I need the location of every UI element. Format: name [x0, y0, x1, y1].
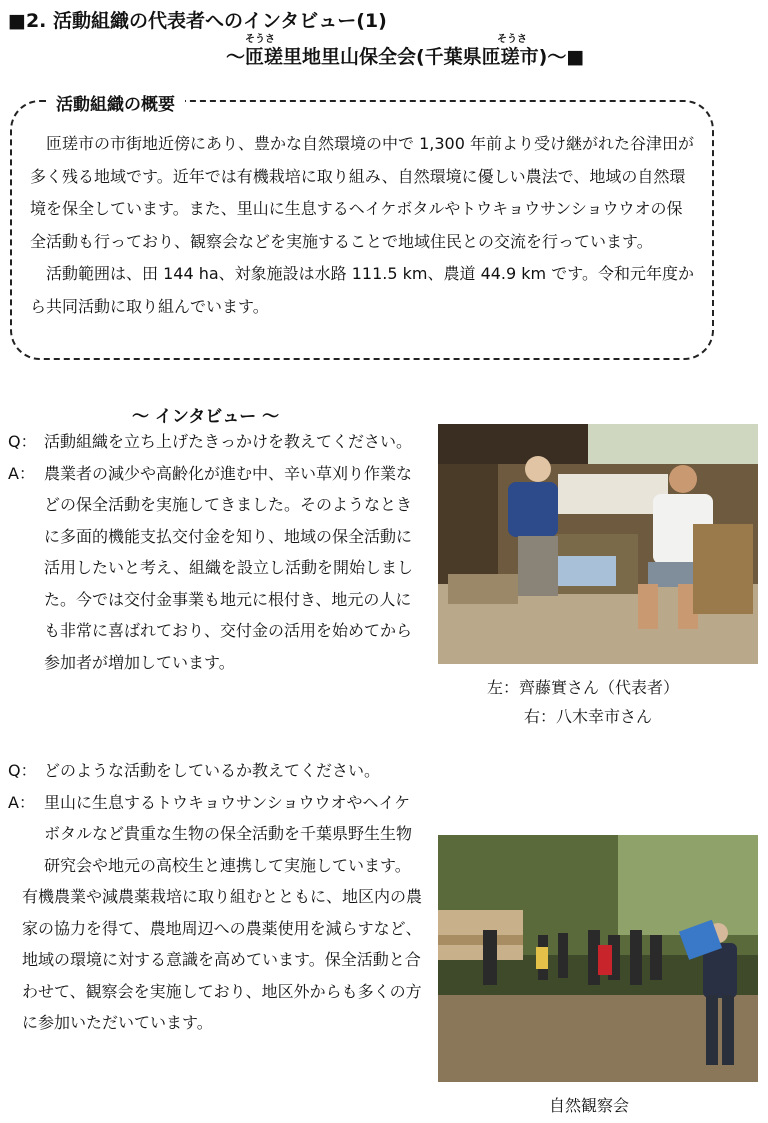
qa-block-1	[8, 426, 426, 678]
answer-text: 里山に生息するトウキョウサンショウウオやヘイケボタルなど貴重な生物の保全活動を千葉県野生生物研究会や地元の高校生と連携して実施しています。	[44, 792, 413, 875]
summary-paragraph-2: 活動範囲は、田 144 ha、対象施設は水路 111.5 km、農道 44.9 km です。令和元年度から共同活動に取り組んでいます。	[30, 264, 694, 316]
answer-2	[8, 787, 426, 882]
interview-photo-caption-right: 右：八木幸市さん	[524, 707, 653, 726]
answer-text: 農業者の減少や高齢化が進む中、辛い草刈り作業などの保全活動を実施してきました。そのようなときに多面的機能支払交付金を知り、地域の保全活動に活用したいと考え、組織を設立し活動を開始しました。今では交付金事業も地元に根付き、地元の人にも非常に喜ばれており、交付金の活用を始めてから参加者が増加しています。	[44, 463, 413, 672]
page-subtitle: ～匝瑳里地里山保全会(千葉県匝瑳市)～■	[226, 46, 585, 68]
question-mark: Q：	[8, 761, 37, 780]
title-ruby-sousa-1: そうさ	[245, 34, 275, 45]
question-mark: Q：	[8, 432, 37, 451]
answer-2-continued: 有機農業や減農薬栽培に取り組むとともに、地区内の農家の協力を得て、農地周辺への農薬使用を減らすなど、地域の環境に対する意識を高めています。保全活動と合わせて、観察会を実施しており、地区外からも多くの方に参加いただいています。	[22, 887, 423, 1032]
interview-heading: ～ インタビュー ～	[132, 407, 280, 427]
page-title: ■2. 活動組織の代表者へのインタビュー(1)	[8, 10, 387, 32]
observation-photo-caption: 自然観察会	[549, 1096, 630, 1115]
title-ruby-sousa-2: そうさ	[497, 34, 527, 45]
observation-photo	[438, 835, 758, 1082]
answer-1	[8, 458, 426, 679]
summary-body	[30, 128, 696, 323]
question-text: 活動組織を立ち上げたきっかけを教えてください。	[44, 432, 413, 451]
observation-photo-illustration	[438, 835, 758, 1082]
interview-photo	[438, 424, 758, 664]
interview-photo-illustration	[438, 424, 758, 664]
answer-mark: A：	[8, 463, 35, 483]
interview-photo-caption-left: 左：齊藤實さん（代表者）	[487, 678, 680, 697]
question-text: どのような活動をしているか教えてください。	[44, 761, 381, 780]
answer-mark: A：	[8, 792, 35, 812]
question-2	[8, 755, 426, 787]
summary-heading: 活動組織の概要	[46, 90, 185, 115]
summary-paragraph-1: 匝瑳市の市街地近傍にあり、豊かな自然環境の中で 1,300 年前より受け継がれた谷津田が多く残る地域です。近年では有機栽培に取り組み、自然環境に優しい農法で、地域の自然環境を保全しています。また、里山に生息するヘイケボタルやトウキョウサンショウウオの保全活動も行っており、観察会などを実施することで地域住民との交流を行っています。	[30, 134, 694, 251]
qa-block-2	[8, 755, 426, 1039]
question-1	[8, 426, 426, 458]
